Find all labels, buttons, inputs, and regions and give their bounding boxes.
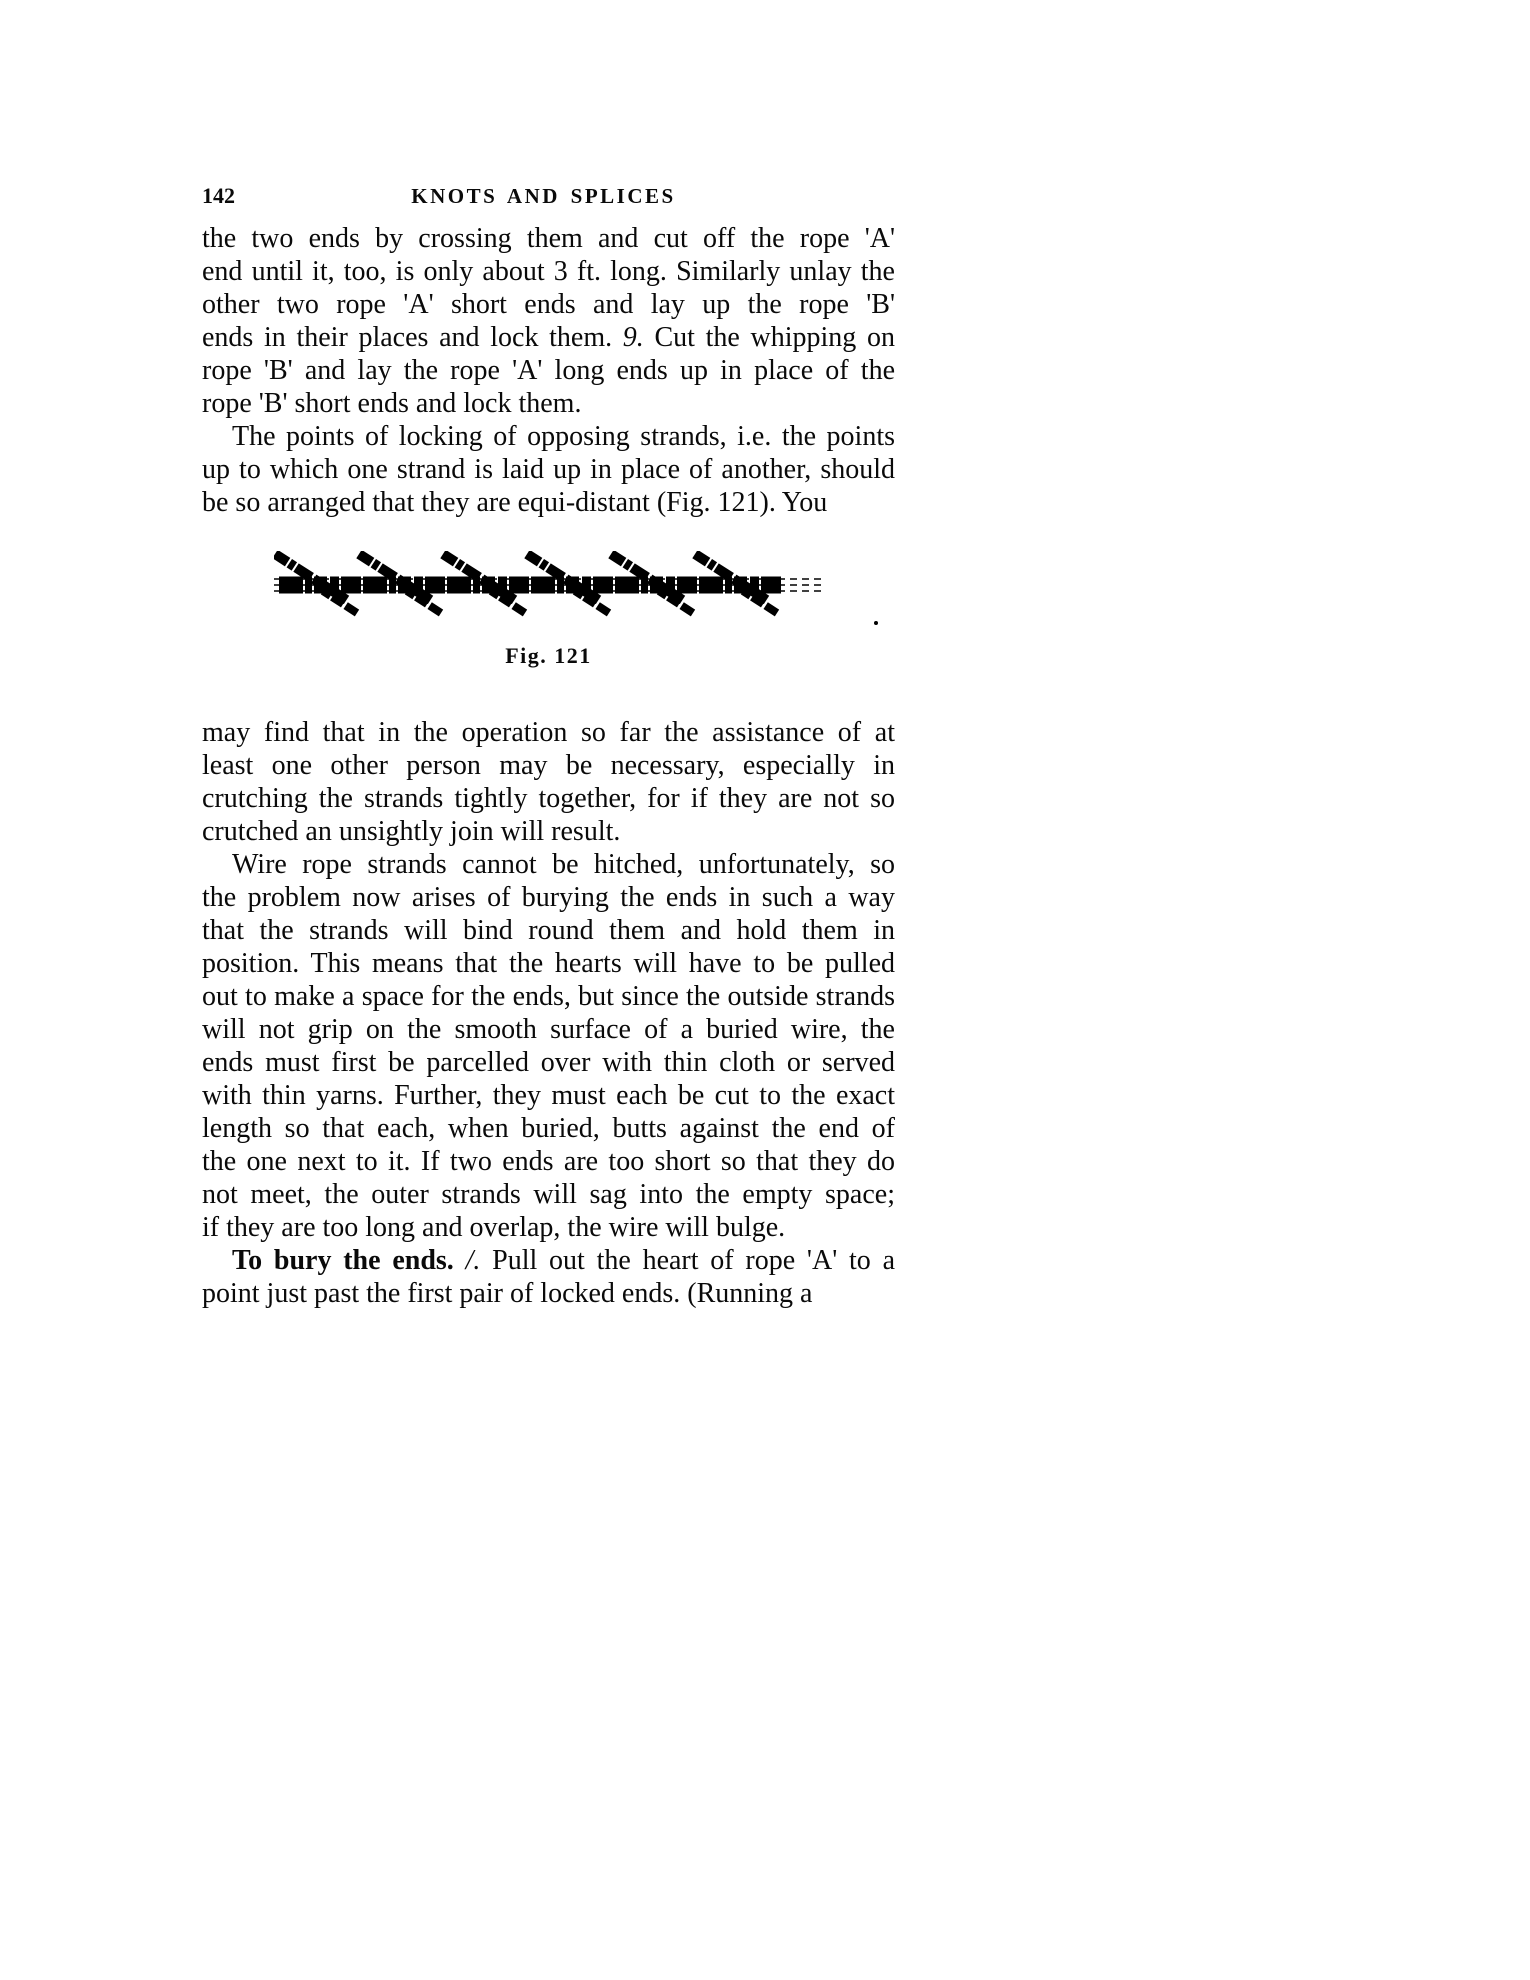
text-run: may find that in the operation so far the assistance of at — [202, 717, 895, 748]
text-run: out to make a space for the ends, but since the outside strands — [202, 981, 895, 1012]
text-run: the problem now arises of burying the ends in such a way — [202, 882, 895, 913]
text-run: least one other person may be necessary, especially in — [202, 750, 895, 781]
paragraph — [202, 420, 895, 519]
text-line — [202, 1211, 895, 1244]
text-run: The points of locking of opposing strands, i.e. the points — [232, 421, 895, 452]
text-line — [202, 453, 895, 486]
running-title: KNOTS AND SPLICES — [411, 184, 676, 208]
text-line — [202, 288, 895, 321]
paragraph — [202, 848, 895, 1244]
text-run: length so that each, when buried, butts against the end of — [202, 1113, 895, 1144]
text-block-above-figure — [202, 222, 895, 519]
text-run: Pull out the heart of rope 'A' to a — [480, 1245, 895, 1276]
text-line — [202, 1079, 895, 1112]
paragraph — [202, 222, 895, 420]
text-line — [202, 749, 895, 782]
text-line — [202, 1244, 895, 1277]
text-run — [454, 1245, 466, 1276]
text-run: position. This means that the hearts will have to be pulled — [202, 948, 895, 979]
text-line — [202, 354, 895, 387]
text-line — [202, 486, 895, 519]
text-line — [202, 815, 895, 848]
text-run: be so arranged that they are equi-distant (Fig. 121). You — [202, 487, 828, 518]
text-line — [202, 980, 895, 1013]
text-run: end until it, too, is only about 3 ft. long. Similarly unlay the — [202, 256, 895, 287]
figure-121 — [274, 551, 824, 617]
scan-speck — [874, 621, 878, 625]
text-run: up to which one strand is laid up in place of another, should — [202, 454, 895, 485]
text-run: the one next to it. If two ends are too short so that they do — [202, 1146, 895, 1177]
figure-caption: Fig. 121 — [505, 643, 592, 668]
text-run: if they are too long and overlap, the wire will bulge. — [202, 1212, 786, 1243]
text-line — [202, 782, 895, 815]
text-line — [202, 1277, 895, 1310]
text-run: that the strands will bind round them and hold them in — [202, 915, 895, 946]
paragraph — [202, 716, 895, 848]
text-line — [202, 914, 895, 947]
page-content — [202, 185, 895, 1310]
text-line — [202, 387, 895, 420]
text-line — [202, 255, 895, 288]
italic-text: /. — [465, 1245, 481, 1276]
text-line — [202, 1046, 895, 1079]
wire-rope-splice-illustration-icon — [274, 551, 824, 617]
page-header — [202, 185, 895, 207]
text-line — [202, 848, 895, 881]
bold-text: To bury the ends. — [232, 1245, 454, 1276]
text-run: Wire rope strands cannot be hitched, unfortunately, so — [232, 849, 895, 880]
text-run: Cut the whipping on — [643, 322, 895, 353]
text-line — [202, 1145, 895, 1178]
text-run: not meet, the outer strands will sag into the empty space; — [202, 1179, 895, 1210]
text-line — [202, 1013, 895, 1046]
text-run: rope 'B' and lay the rope 'A' long ends up in place of the — [202, 355, 895, 386]
text-run: other two rope 'A' short ends and lay up the rope 'B' — [202, 289, 895, 320]
text-line — [202, 1112, 895, 1145]
text-line — [202, 321, 895, 354]
text-line — [202, 420, 895, 453]
page-number: 142 — [202, 183, 235, 208]
text-block-below-figure — [202, 716, 895, 1310]
text-line — [202, 716, 895, 749]
text-line — [202, 947, 895, 980]
text-run: ends must first be parcelled over with thin cloth or served — [202, 1047, 895, 1078]
text-run: the two ends by crossing them and cut off the rope 'A' — [202, 223, 895, 254]
paragraph — [202, 1244, 895, 1310]
text-run: crutched an unsightly join will result. — [202, 816, 621, 847]
text-run: with thin yarns. Further, they must each be cut to the exact — [202, 1080, 895, 1111]
text-line — [202, 1178, 895, 1211]
text-run: ends in their places and lock them. — [202, 322, 623, 353]
text-line — [202, 222, 895, 255]
text-line — [202, 881, 895, 914]
text-run: point just past the first pair of locked ends. (Running a — [202, 1278, 813, 1309]
text-run: rope 'B' short ends and lock them. — [202, 388, 582, 419]
text-run: will not grip on the smooth surface of a buried wire, the — [202, 1014, 895, 1045]
text-run: crutching the strands tightly together, for if they are not so — [202, 783, 895, 814]
italic-text: 9. — [622, 322, 644, 353]
